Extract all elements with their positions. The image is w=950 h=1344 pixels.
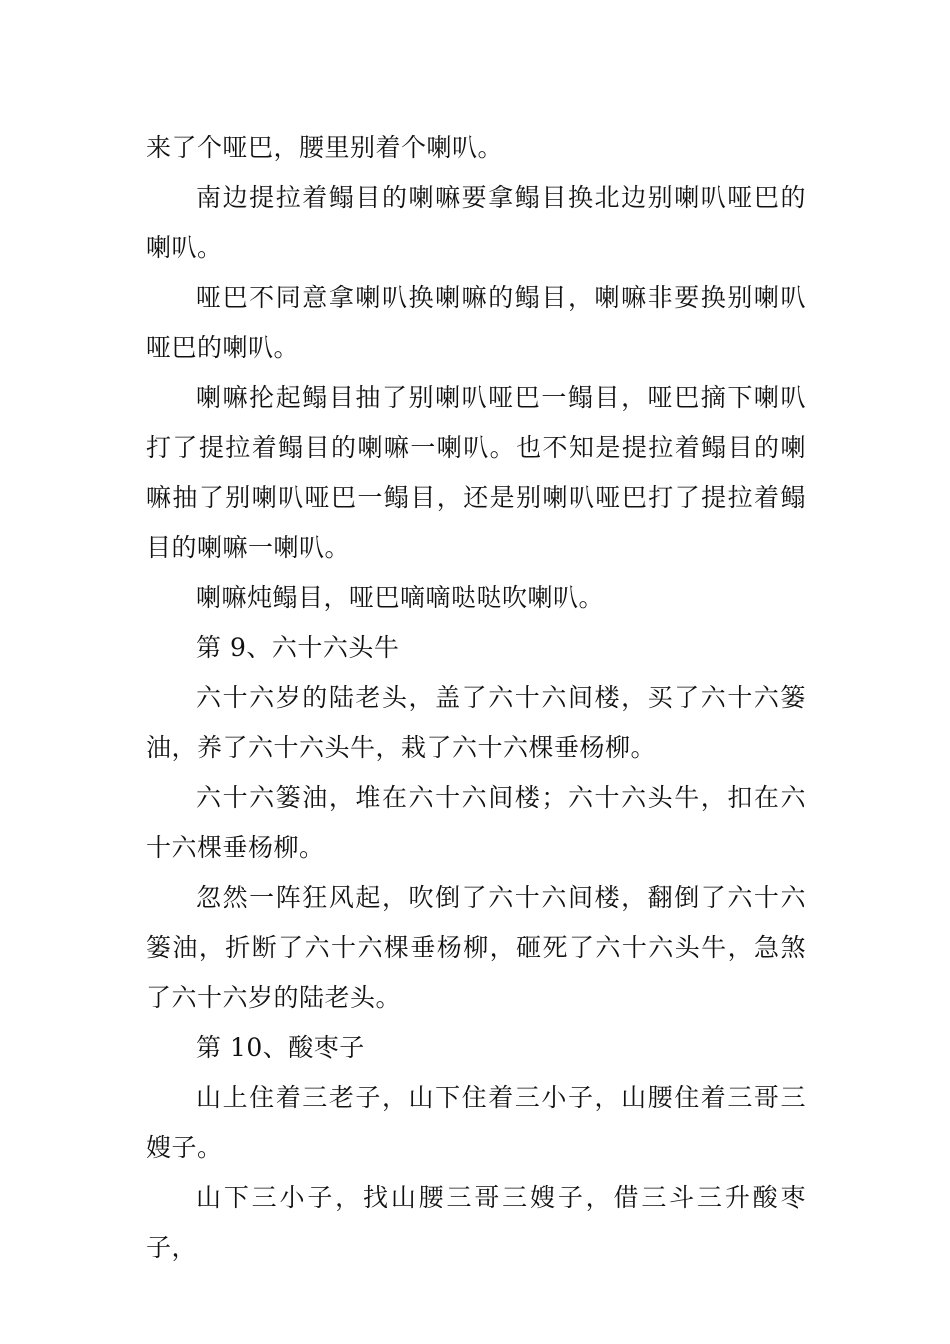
paragraph: 喇嘛抡起鳎目抽了别喇叭哑巴一鳎目，哑巴摘下喇叭打了提拉着鳎目的喇嘛一喇叭。也不知是提拉着鳎目的喇嘛抽了别喇叭哑巴一鳎目，还是别喇叭哑巴打了提拉着鳎目的喇嘛一喇叭。	[146, 383, 806, 562]
paragraph: 来了个哑巴，腰里别着个喇叭。	[146, 133, 504, 162]
paragraph: 山上住着三老子，山下住着三小子，山腰住着三哥三嫂子。	[146, 1083, 806, 1162]
paragraph: 六十六篓油，堆在六十六间楼；六十六头牛，扣在六十六棵垂杨柳。	[146, 783, 806, 862]
section-heading: 第 9、六十六头牛	[196, 633, 400, 662]
paragraph: 喇嘛炖鳎目，哑巴嘀嘀哒哒吹喇叭。	[196, 583, 605, 612]
section-heading: 第 10、酸枣子	[196, 1033, 365, 1062]
paragraph: 南边提拉着鳎目的喇嘛要拿鳎目换北边别喇叭哑巴的喇叭。	[146, 183, 806, 262]
paragraph: 山下三小子，找山腰三哥三嫂子，借三斗三升酸枣子，	[146, 1183, 806, 1262]
paragraph: 哑巴不同意拿喇叭换喇嘛的鳎目，喇嘛非要换别喇叭哑巴的喇叭。	[146, 283, 806, 362]
document-body	[146, 123, 806, 1273]
paragraph: 忽然一阵狂风起，吹倒了六十六间楼，翻倒了六十六篓油，折断了六十六棵垂杨柳，砸死了六十六头牛，急煞了六十六岁的陆老头。	[146, 883, 806, 1012]
paragraph: 六十六岁的陆老头，盖了六十六间楼，买了六十六篓油，养了六十六头牛，栽了六十六棵垂杨柳。	[146, 683, 806, 762]
